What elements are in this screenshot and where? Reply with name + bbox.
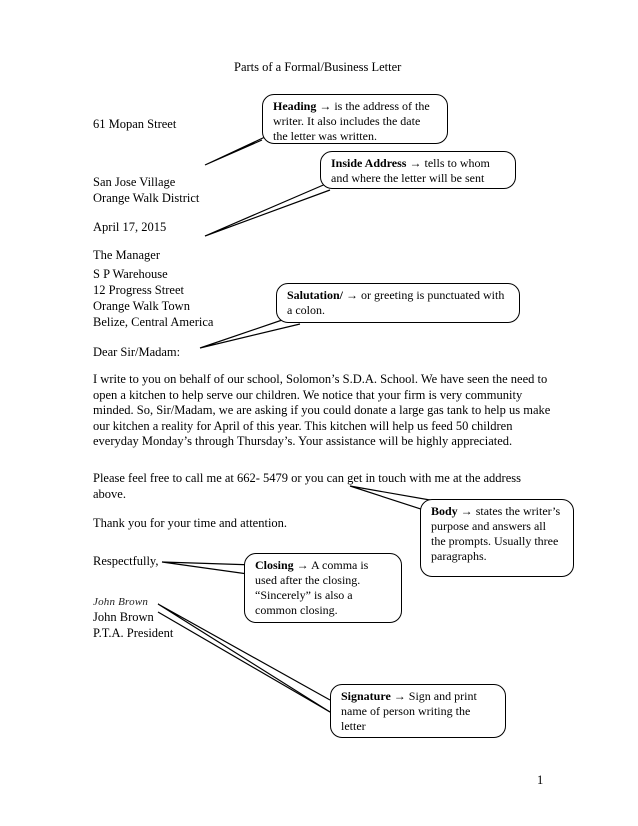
- body-paragraph-3: Thank you for your time and attention.: [93, 516, 288, 530]
- signature-callout-term: Signature →: [341, 689, 406, 703]
- handwritten-signature: John Brown: [93, 596, 149, 608]
- closing-callout: [244, 553, 402, 623]
- heading-callout-text: is the address of the writer. It also includes the date the letter was written.: [273, 99, 430, 143]
- salutation: Dear Sir/Madam:: [93, 345, 181, 359]
- body-paragraph-2: Please feel free to call me at 662- 5479 or you can get in touch with me at the address above.: [93, 471, 521, 501]
- salutation-callout: [276, 283, 520, 323]
- salutation-callout-term: Salutation/ →: [287, 288, 359, 302]
- heading-line-2: San Jose Village: [93, 175, 176, 189]
- inside-address-line-2: S P Warehouse: [93, 267, 168, 281]
- closing: Respectfully,: [93, 554, 159, 568]
- inside-address-line-3: 12 Progress Street: [93, 283, 184, 297]
- signature-callout-text: Sign and print name of person writing the letter: [341, 689, 477, 733]
- heading-callout: [262, 94, 448, 144]
- heading-line-3: Orange Walk District: [93, 191, 200, 205]
- inside-address-line-4: Orange Walk Town: [93, 299, 190, 313]
- printed-name: John Brown: [93, 610, 154, 624]
- signature-pointer-2: [158, 612, 330, 712]
- body-paragraph-1: I write to you on behalf of our school, Solomon’s S.D.A. School. We have seen the need to open a kitchen to help serve our children. We notice that your firm is very community minded. So, Sir/Madam, we are asking if you could donate a large gas tank to help us make our kitchen a reality for April of this year. This kitchen will help us feed 50 children everyday Monday’s through Thursday’s. Your assistance will be highly appreciated.: [93, 372, 551, 448]
- inside-address-callout-term: Inside Address →: [331, 156, 422, 170]
- heading-line-1: 61 Mopan Street: [93, 117, 177, 131]
- inside-address-line-1: The Manager: [93, 248, 160, 262]
- heading-callout-term: Heading →: [273, 99, 332, 113]
- inside-address-line-5: Belize, Central America: [93, 315, 214, 329]
- position-title: P.T.A. President: [93, 626, 174, 640]
- inside-address-pointer: [205, 180, 335, 236]
- closing-callout-term: Closing →: [255, 558, 309, 572]
- signature-callout: [330, 684, 506, 738]
- page-number: 1: [537, 773, 544, 787]
- closing-pointer: [162, 562, 255, 575]
- body-callout-text: states the writer’s purpose and answers all the prompts. Usually three paragraphs.: [431, 504, 561, 563]
- body-callout: [420, 499, 574, 577]
- body-callout-term: Body →: [431, 504, 473, 518]
- salutation-callout-text: or greeting is punctuated with a colon.: [287, 288, 505, 317]
- inside-address-callout-text: tells to whom and where the letter will be sent: [331, 156, 490, 185]
- closing-callout-text: A comma is used after the closing. “Sincerely” is also a common closing.: [255, 558, 369, 617]
- letter-date: April 17, 2015: [93, 220, 167, 234]
- page-title: Parts of a Formal/Business Letter: [234, 60, 402, 74]
- inside-address-callout: [320, 151, 516, 189]
